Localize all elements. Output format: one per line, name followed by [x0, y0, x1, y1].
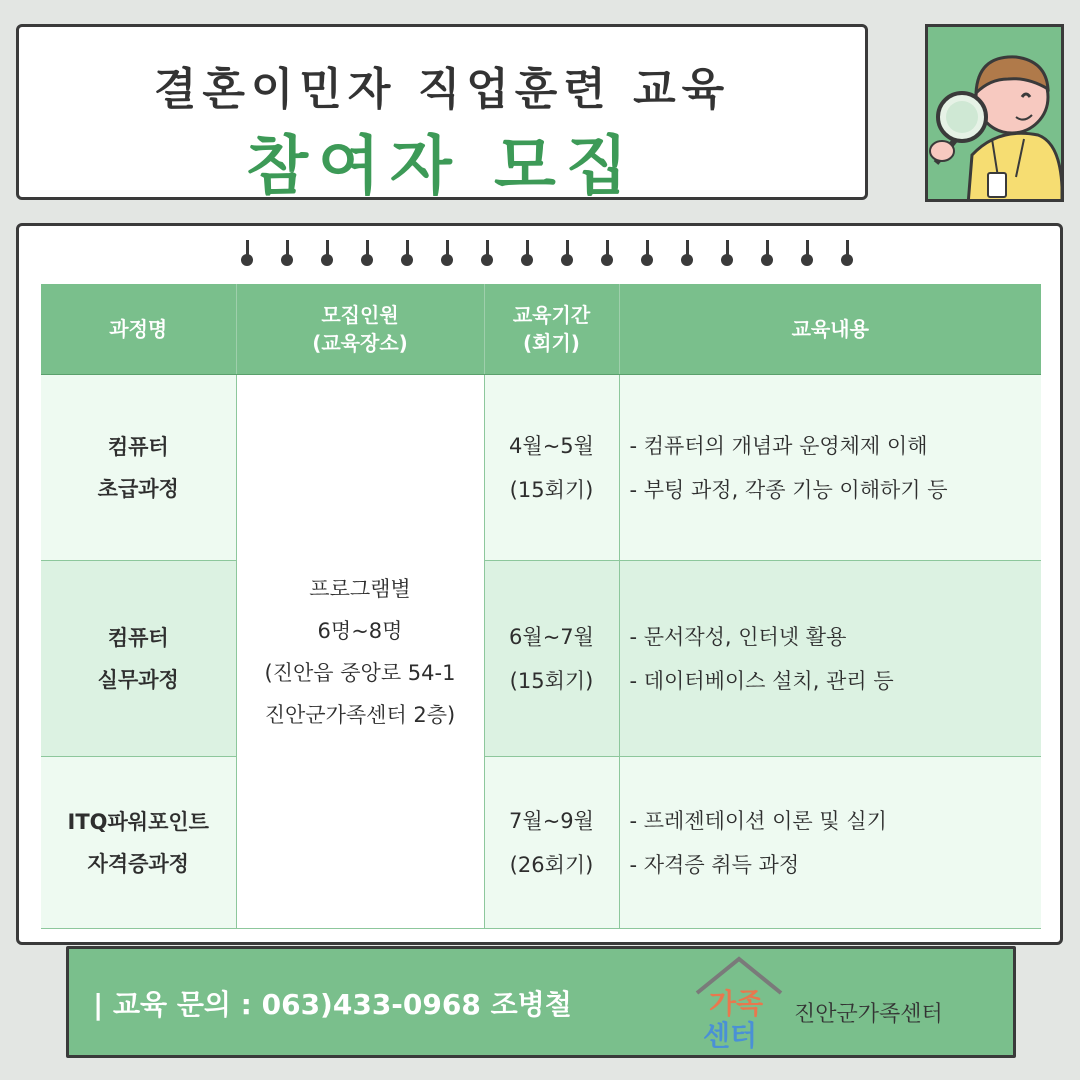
header-period: 교육기간 (회기)	[484, 284, 619, 375]
binder-ring-icon	[681, 240, 693, 270]
logo-text-bottom: 센터	[703, 1019, 758, 1052]
binder-ring-icon	[401, 240, 413, 270]
inquiry-contact: | 교육 문의 : 063)433-0968 조병철	[93, 988, 572, 1021]
period-cell: 7월~9월 (26회기)	[484, 757, 619, 929]
capacity-location-cell: 프로그램별 6명~8명 (진안읍 중앙로 54-1 진안군가족센터 2층)	[236, 375, 484, 929]
binder-ring-icon	[801, 240, 813, 270]
binder-rings	[241, 240, 881, 270]
person-with-magnifier-icon	[928, 27, 1064, 202]
course-card	[16, 223, 1063, 945]
binder-ring-icon	[241, 240, 253, 270]
family-center-logo	[689, 953, 789, 1053]
binder-ring-icon	[561, 240, 573, 270]
header-capacity: 모집인원 (교육장소)	[236, 284, 484, 375]
table-header-row	[41, 284, 1041, 375]
footer-bar	[66, 946, 1016, 1058]
binder-ring-icon	[601, 240, 613, 270]
logo-text-top: 가족	[709, 987, 764, 1020]
binder-ring-icon	[721, 240, 733, 270]
headline-highlight: 참여자 모집	[246, 130, 638, 204]
binder-ring-icon	[841, 240, 853, 270]
table-row	[41, 561, 1041, 757]
binder-ring-icon	[761, 240, 773, 270]
binder-ring-icon	[441, 240, 453, 270]
binder-ring-icon	[361, 240, 373, 270]
header-course-name: 과정명	[41, 284, 236, 375]
character-illustration	[925, 24, 1064, 202]
course-name-cell: 컴퓨터 실무과정	[41, 561, 236, 757]
content-cell: - 프레젠테이션 이론 및 실기 - 자격증 취득 과정	[619, 757, 1041, 929]
table-row	[41, 375, 1041, 561]
period-cell: 6월~7월 (15회기)	[484, 561, 619, 757]
course-name-cell: ITQ파워포인트 자격증과정	[41, 757, 236, 929]
period-cell: 4월~5월 (15회기)	[484, 375, 619, 561]
binder-ring-icon	[321, 240, 333, 270]
course-table	[41, 284, 1041, 929]
content-cell: - 문서작성, 인터넷 활용 - 데이터베이스 설치, 관리 등	[619, 561, 1041, 757]
header-content: 교육내용	[619, 284, 1041, 375]
binder-ring-icon	[521, 240, 533, 270]
binder-ring-icon	[281, 240, 293, 270]
table-row	[41, 757, 1041, 929]
binder-ring-icon	[481, 240, 493, 270]
content-cell: - 컴퓨터의 개념과 운영체제 이해 - 부팅 과정, 각종 기능 이해하기 등	[619, 375, 1041, 561]
headline: 결혼이민자 직업훈련 교육	[153, 64, 731, 115]
title-panel	[16, 24, 868, 204]
course-name-cell: 컴퓨터 초급과정	[41, 375, 236, 561]
org-name: 진안군가족센터	[794, 1002, 943, 1027]
binder-ring-icon	[641, 240, 653, 270]
